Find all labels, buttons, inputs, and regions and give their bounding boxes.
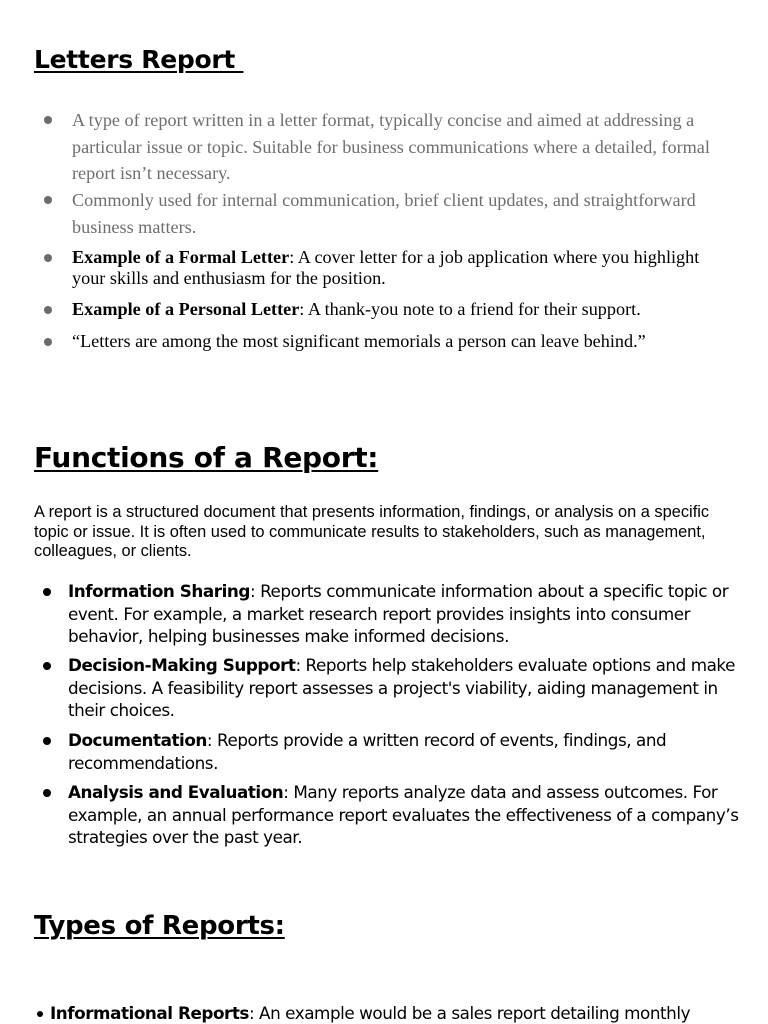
- list-item-text: [50, 1002, 760, 1024]
- bullet-icon: [43, 662, 51, 670]
- functions-intro-paragraph: A report is a structured document that presents information, findings, or analysis on a specific topic or issue. It is often used to communicate results to stakeholders, such as management, colleagues, or clients.: [34, 503, 710, 560]
- bullet-icon: [43, 737, 51, 745]
- item-label: Information Sharing: [68, 581, 250, 601]
- bullet-icon: [44, 338, 52, 346]
- list-item-text: Commonly used for internal communication, brief client updates, and straightforward business matters.: [72, 190, 696, 237]
- item-description: : Reports help stakeholders evaluate options and make decisions. A feasibility report assesses a project's viability, aiding management in their choices.: [68, 655, 735, 720]
- item-label: Analysis and Evaluation: [68, 782, 284, 802]
- item-label: Informational Reports: [50, 1003, 249, 1023]
- item-label: Documentation: [68, 730, 207, 750]
- item-label: Decision-Making Support: [68, 655, 296, 675]
- list-item-text: [68, 580, 740, 648]
- list-item-text: A type of report written in a letter format, typically concise and aimed at addressing a particular issue or topic. Suitable for business communications where a detailed, formal report isn’t necessary.: [72, 110, 710, 183]
- list-item-text: [72, 299, 737, 320]
- personal-letter-label: Example of a Personal Letter: [72, 299, 300, 319]
- personal-letter-description: : A thank-you note to a friend for their support.: [299, 299, 641, 319]
- item-description: : Reports provide a written record of events, findings, and recommendations.: [68, 730, 667, 773]
- types-heading: Types of Reports:: [34, 911, 285, 941]
- quote-text: “Letters are among the most significant memorials a person can leave behind.”: [72, 331, 646, 351]
- letters-report-heading: Letters Report: [34, 45, 244, 74]
- list-item-text: [72, 247, 737, 289]
- bullet-icon: [44, 196, 52, 204]
- formal-letter-description: : A cover letter for a job application where you highlight your skills and enthusiasm for the position.: [72, 247, 700, 288]
- bullet-icon: [44, 254, 52, 262]
- bullet-icon: [37, 1011, 43, 1017]
- bullet-icon: [44, 116, 52, 124]
- functions-heading: Functions of a Report:: [34, 441, 379, 474]
- list-item-text: [68, 654, 740, 722]
- item-description: : An example would be a sales report detailing monthly: [248, 1003, 691, 1023]
- bullet-icon: [43, 789, 51, 797]
- bullet-icon: [43, 588, 51, 596]
- item-description: : Many reports analyze data and assess outcomes. For example, an annual performance report evaluates the effectiveness of a company’s strategies over the past year.: [68, 782, 739, 847]
- list-item-text: [68, 781, 740, 849]
- item-description: : Reports communicate information about a specific topic or event. For example, a market research report provides insights into consumer behavior, helping businesses make informed decisions.: [68, 581, 729, 646]
- bullet-icon: [44, 306, 52, 314]
- list-item-text: [68, 729, 740, 774]
- formal-letter-label: Example of a Formal Letter: [72, 247, 290, 267]
